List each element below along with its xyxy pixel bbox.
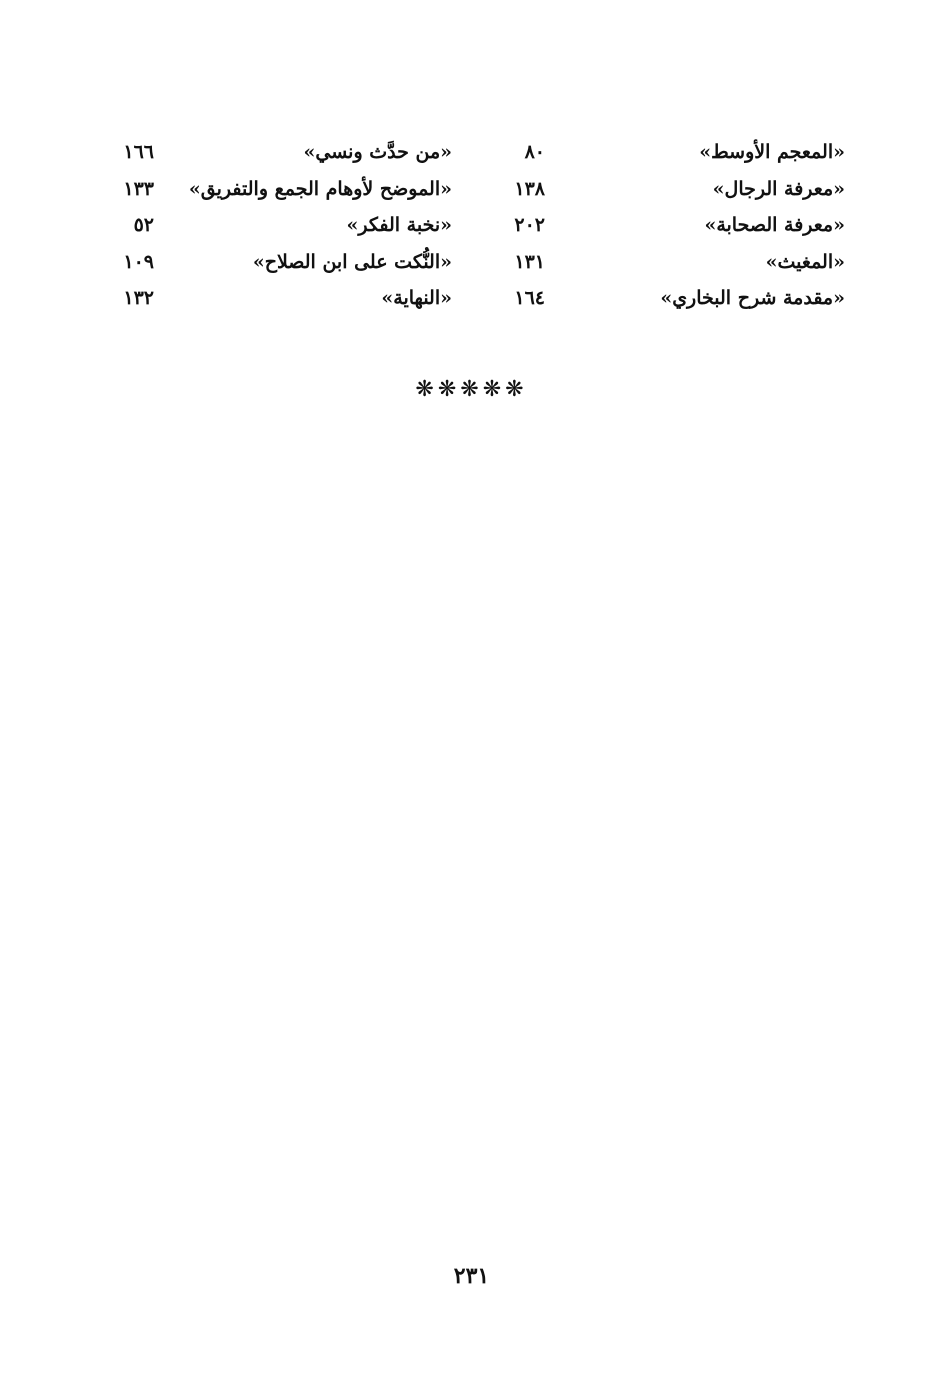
source-page-number: ٥٢ (133, 214, 154, 236)
source-page-number: ١٣٣ (123, 177, 154, 200)
source-page-number: ١٣٢ (123, 287, 154, 309)
source-page-number: ١٦٤ (514, 287, 545, 309)
source-title: «من حدَّث ونسي» (303, 141, 452, 163)
source-page-number: ١٣١ (514, 250, 545, 273)
source-title: «نخبة الفكر» (346, 214, 452, 236)
sources-index (100, 137, 845, 320)
source-title: «معرفة الصحابة» (704, 214, 845, 236)
source-title: «مقدمة شرح البخاري» (660, 287, 845, 309)
source-page-number: ١٠٩ (123, 250, 154, 273)
source-title: «النهاية» (381, 287, 452, 309)
index-row (100, 174, 845, 211)
page-number: ٢٣١ (453, 1263, 490, 1289)
index-row (100, 283, 845, 320)
index-row (100, 137, 845, 174)
source-title: «المعجم الأوسط» (699, 141, 845, 163)
index-row (100, 247, 845, 284)
source-page-number: ٨٠ (524, 141, 545, 163)
index-row (100, 210, 845, 247)
source-title: «الموضح لأوهام الجمع والتفريق» (188, 177, 452, 200)
section-separator-asterisks: ❋❋❋❋❋ (415, 377, 528, 402)
source-page-number: ٢٠٢ (514, 214, 545, 236)
source-title: «المغيث» (765, 250, 845, 273)
source-page-number: ١٣٨ (514, 177, 545, 200)
source-title: «معرفة الرجال» (712, 177, 845, 200)
source-page-number: ١٦٦ (123, 141, 154, 163)
source-title: «النُّكت على ابن الصلاح» (252, 250, 452, 273)
